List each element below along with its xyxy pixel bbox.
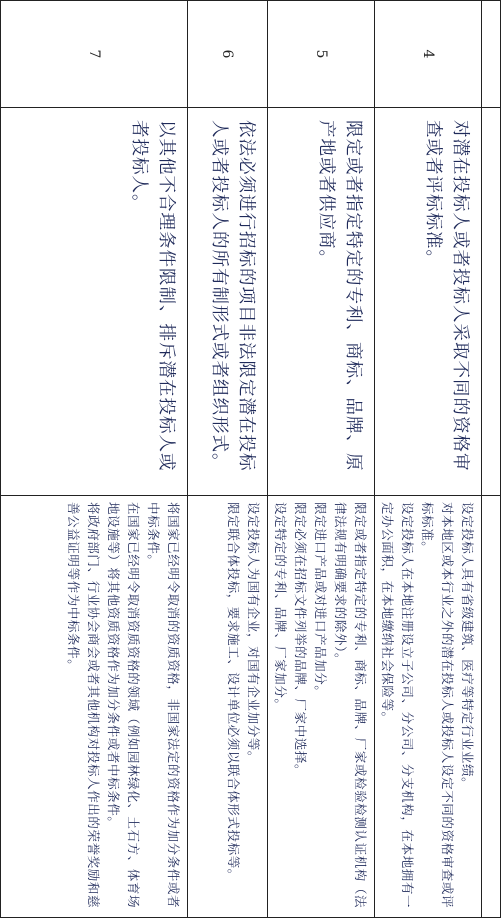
example-item: 将政府部门、行业协会商会或者其他机构对投标人作出的荣誉奖励和慈善公益证明等作为中标条件。 <box>66 502 101 909</box>
requirement-text: 对潜在投标人或者投标人采取不同的资格审查或者评标标准。 <box>375 108 482 496</box>
table-row <box>375 1 482 918</box>
example-item: 在国家已经明令取消资质资格的领域（例如园林绿化、土石方、体育场地设施等）将其他资质资格作为加分条件或者中标条件。 <box>106 502 141 909</box>
table-cell-blank <box>482 496 501 918</box>
table-row <box>1 1 188 918</box>
table-cell-blank <box>482 1 501 108</box>
requirement-text: 限定或者指定特定的专利、商标、品牌、原产地或者供应商。 <box>268 108 375 496</box>
example-item: 对本地区或本行业之外的潜在投标人或投标人设定不同的资格审查或评标标准。 <box>420 502 455 909</box>
example-list <box>188 496 268 918</box>
table-row <box>188 1 268 918</box>
example-item: 设定特定的专利、品牌、厂家加分。 <box>273 502 288 712</box>
table-cell-blank <box>482 108 501 496</box>
row-number: 4 <box>375 1 482 108</box>
table-row <box>268 1 375 918</box>
example-item: 限定必须在招标文件列举的品牌、厂家中选择。 <box>293 502 308 778</box>
row-number: 6 <box>188 1 268 108</box>
example-item: 将国家已经明令取消的资质资格，非国家法定的资格作为加分条件或者中标条件。 <box>146 502 181 909</box>
requirement-text: 依法必须进行招标的项目非法限定潜在投标人或者投标人的所有制形式或者组织形式。 <box>188 108 268 496</box>
example-item: 限定联合体投标，要求施工、设计单位必须以联合体形式投标等。 <box>226 502 241 882</box>
example-list <box>375 496 482 918</box>
example-item: 设定投标人为国有企业，对国有企业加分等。 <box>246 502 261 765</box>
table-row <box>482 1 501 918</box>
requirement-text: 以其他不合理条件限制、排斥潜在投标人或者投标人。 <box>1 108 188 496</box>
example-list <box>268 496 375 918</box>
row-number: 5 <box>268 1 375 108</box>
example-item: 设定投标人具有省级建筑、医疗等特定行业业绩。 <box>460 502 475 791</box>
example-item: 限定或者指定特定的专利、商标、品牌、厂家或检验检测认证机构（法律法规有明确要求的除外）。 <box>333 502 368 909</box>
example-item: 限定进口产品或对进口产品加分。 <box>313 502 328 699</box>
example-item: 设定投标人在本地注册设立子公司、分公司、分支机构，在本地拥有一定办公面积，在本地缴纳社会保险等。 <box>380 502 415 909</box>
row-number: 7 <box>1 1 188 108</box>
example-list <box>1 496 188 918</box>
